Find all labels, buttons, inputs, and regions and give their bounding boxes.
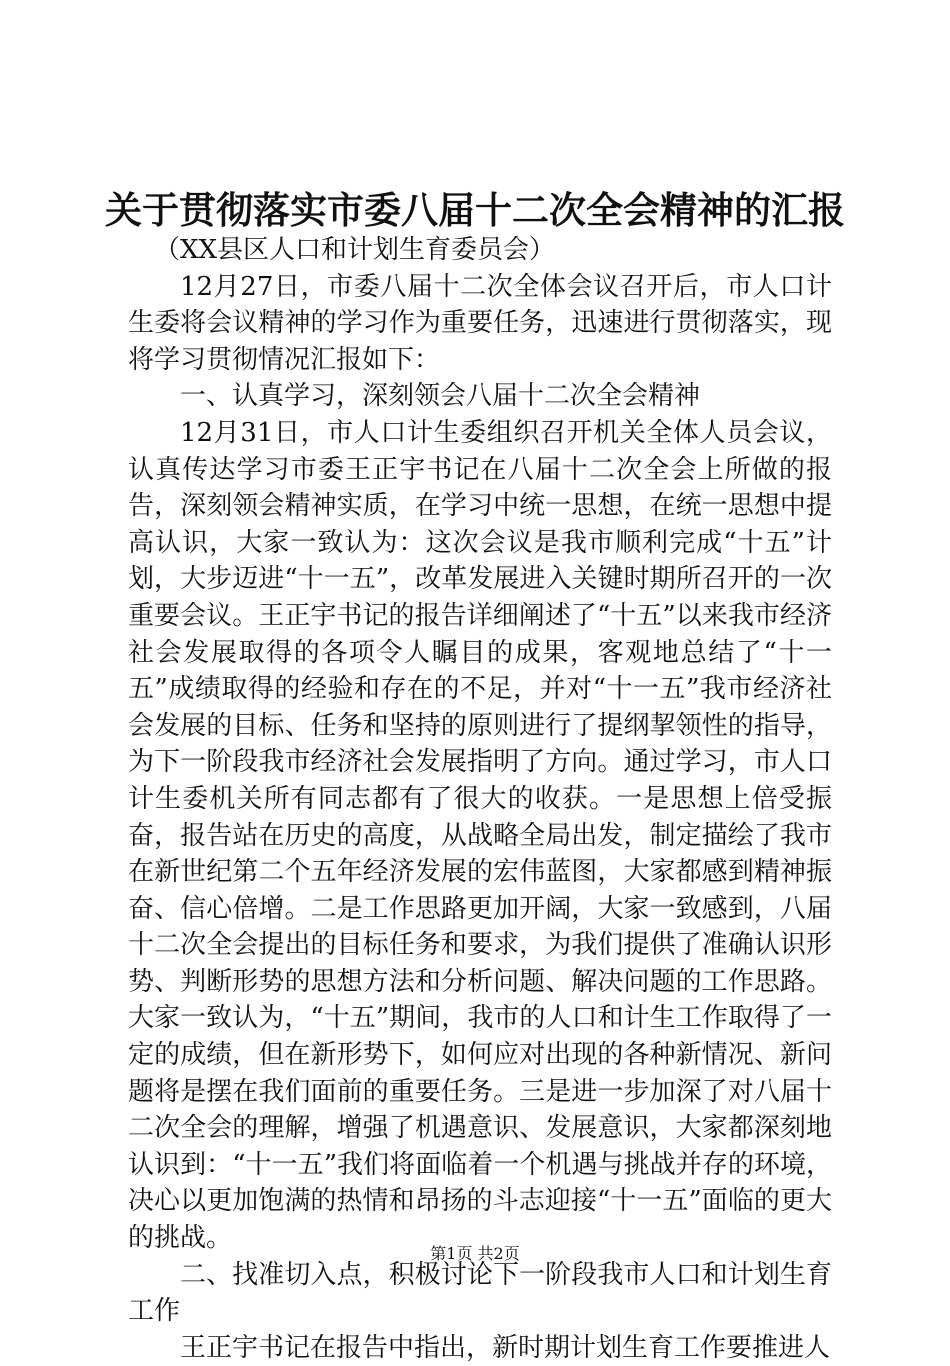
paragraph-section-2: 王正宇书记在报告中指出，新时期计划生育工作要推进人: [180, 1332, 831, 1363]
page-footer: 第1页 共2页: [430, 1244, 520, 1263]
document-subtitle: （XX县区人口和计划生育委员会）: [154, 235, 556, 265]
paragraph-intro: 12月27日，市委八届十二次全体会议召开后，市人口计生委将会议精神的学习作为重要任务，迅速进行贯彻落实，现将学习贯彻情况汇报如下：: [128, 271, 832, 375]
paragraph-section-1: 12月31日，市人口计生委组织召开机关全体人员会议，认真传达学习市委王正宇书记在八届十二次全会上所做的报告，深刻领会精神实质，在学习中统一思想，在统一思想中提高认识，大家一致认为：这次会议是我市顺利完成“十五”计划，大步迈进“十一五”，改革发展进入关键时期所召开的一次重要会议。王正宇书记的报告详细阐述了“十五”以来我市经济社会发展取得的各项令人瞩目的成果，客观地总结了“十一五”成绩取得的经验和存在的不足，并对“十一五”我市经济社会发展的目标、任务和坚持的原则进行了提纲挈领性的指导，为下一阶段我市经济社会发展指明了方向。通过学习，市人口计生委机关所有同志都有了很大的收获。一是思想上倍受振奋，报告站在历史的高度，从战略全局出发，制定描绘了我市在新世纪第二个五年经济发展的宏伟蓝图，大家都感到精神振奋、信心倍增。二是工作思路更加开阔，大家一致感到，八届十二次全会提出的目标任务和要求，为我们提供了准确认识形势、判断形势的思想方法和分析问题、解决问题的工作思路。大家一致认为，“十五”期间，我市的人口和计生工作取得了一定的成绩，但在新形势下，如何应对出现的各种新情况、新问题将是摆在我们面前的重要任务。三是进一步加深了对八届十二次全会的理解，增强了机遇意识、发展意识，大家都深刻地认识到：“十一五”我们将面临着一个机遇与挑战并存的环境，决心以更加饱满的热情和昂扬的斗志迎接“十一五”面临的更大的挑战。: [128, 417, 832, 1254]
document-title: 关于贯彻落实市委八届十二次全会精神的汇报: [105, 188, 845, 232]
section-heading-2: 二、找准切入点，积极讨论下一阶段我市人口和计划生育工作: [128, 1259, 832, 1327]
document-body: [128, 232, 832, 1366]
section-heading-1: 一、认真学习，深刻领会八届十二次全会精神: [180, 381, 701, 412]
